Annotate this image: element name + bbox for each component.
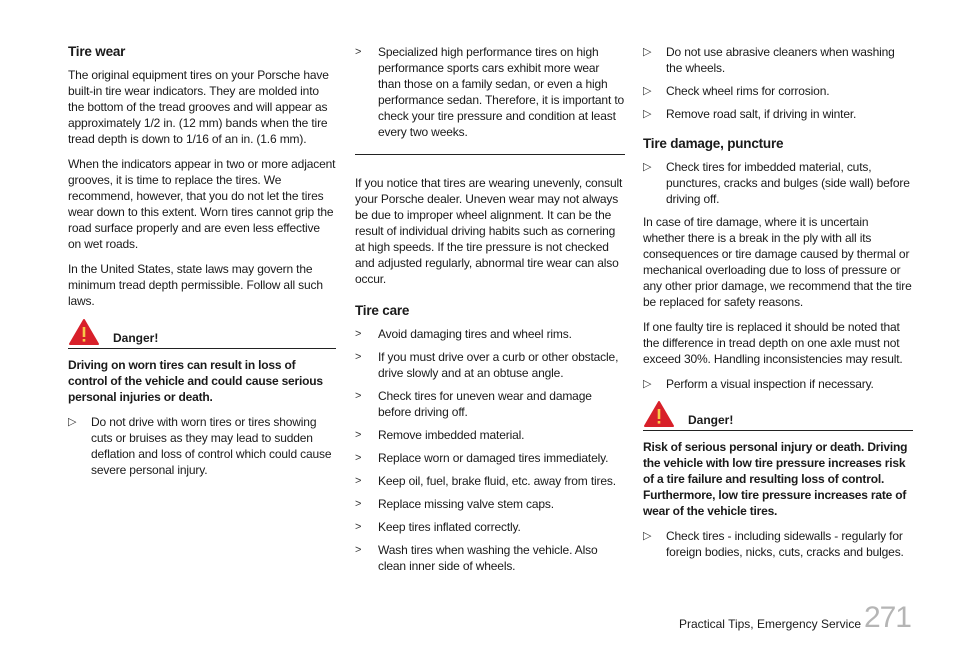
bullet-list <box>355 326 625 574</box>
list-item-text: Keep tires inflated correctly. <box>378 520 521 534</box>
bullet-list <box>643 159 913 207</box>
list-item <box>355 542 625 574</box>
danger-text: Driving on worn tires can result in loss of control of the vehicle and could cause serious personal injuries or death. <box>68 358 323 404</box>
list-item-text: Specialized high performance tires on high performance sports cars exhibit more wear than those on a family sedan, or even a high performance sedan. Therefore, it is important to check your tire pressure and condition at least every two weeks. <box>378 45 625 139</box>
chevron-right-bullet: > <box>355 390 362 402</box>
list-item <box>643 106 913 122</box>
danger-label: Danger! <box>113 331 159 345</box>
paragraph: If you notice that tires are wearing unevenly, consult your Porsche dealer. Uneven wear may not always be due to improper wheel alignment. It can be the result of individual driving habits such as cornering at high speeds. If the tire pressure is not checked and adjusted regularly, abnormal tire wear can also occur. <box>355 176 623 286</box>
list-item <box>355 427 625 443</box>
triangle-right-bullet: ▷ <box>643 46 652 58</box>
bullet-list <box>643 528 913 560</box>
list-item-text: Remove road salt, if driving in winter. <box>666 107 857 121</box>
list-item <box>643 528 913 560</box>
list-item <box>355 349 625 381</box>
list-item-text: Avoid damaging tires and wheel rims. <box>378 327 572 341</box>
list-item-text: Wash tires when washing the vehicle. Also clean inner side of wheels. <box>378 543 598 573</box>
list-item-text: Replace missing valve stem caps. <box>378 497 554 511</box>
list-item-text: If you must drive over a curb or other obstacle, drive slowly and at an obtuse angle. <box>378 350 619 380</box>
column-left <box>68 44 336 485</box>
page-number: 271 <box>863 601 911 634</box>
chevron-right-bullet: > <box>355 351 362 363</box>
triangle-right-bullet: ▷ <box>643 85 652 97</box>
divider <box>355 154 625 155</box>
paragraph: The original equipment tires on your Porsche have built-in tire wear indicators. They are molded into the bottom of the tread grooves and will appear as approximately 1/2 in. (12 mm) bands when the tire tread depth is down to 1/16 of an in. (1.6 mm). <box>68 68 329 146</box>
paragraph: In case of tire damage, where it is uncertain whether there is a break in the ply with all its consequences or tire damage caused by thermal or mechanical overloading due to loss of pressure or any other prior damage, we recommend that the tire be replaced for safety reasons. <box>643 215 912 309</box>
column-right <box>643 44 913 567</box>
column-middle <box>355 44 625 581</box>
list-item <box>355 450 625 466</box>
list-item <box>643 159 913 207</box>
list-item <box>355 326 625 342</box>
chevron-right-bullet: > <box>355 521 362 533</box>
list-item-text: Perform a visual inspection if necessary. <box>666 377 874 391</box>
list-item <box>643 83 913 99</box>
triangle-right-bullet: ▷ <box>68 416 77 428</box>
list-item <box>355 388 625 420</box>
bullet-list <box>643 376 913 392</box>
chevron-right-bullet: > <box>355 328 362 340</box>
danger-label: Danger! <box>688 413 734 427</box>
list-item-text: Check wheel rims for corrosion. <box>666 84 830 98</box>
list-item-text: Do not use abrasive cleaners when washing the wheels. <box>666 45 895 75</box>
paragraph: If one faulty tire is replaced it should be noted that the difference in tread depth on one axle must not exceed 30%. Handling inconsistencies may result. <box>643 320 903 366</box>
warning-triangle-icon <box>643 400 675 428</box>
chevron-right-bullet: > <box>355 475 362 487</box>
paragraph: In the United States, state laws may govern the minimum tread depth permissible. Follow all such laws. <box>68 262 323 308</box>
triangle-right-bullet: ▷ <box>643 530 652 542</box>
list-item-text: Check tires for uneven wear and damage before driving off. <box>378 389 592 419</box>
list-item-text: Do not drive with worn tires or tires showing cuts or bruises as they may lead to sudden deflation and loss of control which could cause severe personal injury. <box>91 415 332 477</box>
list-item-text: Keep oil, fuel, brake fluid, etc. away from tires. <box>378 474 616 488</box>
heading-tire-wear: Tire wear <box>68 44 126 59</box>
warning-triangle-icon <box>68 318 100 346</box>
chevron-right-bullet: > <box>355 498 362 510</box>
list-item <box>355 496 625 512</box>
chevron-right-bullet: > <box>355 544 362 556</box>
bullet-list <box>355 44 625 140</box>
list-item <box>355 44 625 140</box>
list-item <box>355 519 625 535</box>
list-item-text: Remove imbedded material. <box>378 428 525 442</box>
bullet-list <box>643 44 913 122</box>
triangle-right-bullet: ▷ <box>643 108 652 120</box>
heading-tire-damage: Tire damage, puncture <box>643 136 784 151</box>
footer-section-label: Practical Tips, Emergency Service <box>678 617 861 631</box>
list-item-text: Check tires for imbedded material, cuts, punctures, cracks and bulges (side wall) before driving off. <box>666 160 910 206</box>
list-item-text: Replace worn or damaged tires immediately. <box>378 451 609 465</box>
paragraph: When the indicators appear in two or more adjacent grooves, it is time to replace the tires. We recommend, however, that you do not let the tires wear down to this extent. Worn tires cannot grip the road surface properly and are even less effective on wet roads. <box>68 157 336 251</box>
heading-tire-care: Tire care <box>355 303 410 318</box>
chevron-right-bullet: > <box>355 429 362 441</box>
danger-header <box>68 318 336 349</box>
triangle-right-bullet: ▷ <box>643 161 652 173</box>
chevron-right-bullet: > <box>355 452 362 464</box>
danger-text: Risk of serious personal injury or death. Driving the vehicle with low tire pressure increases risk of a tire failure and resulting loss of control. Furthermore, low tire pressure increases rate of wear of the vehicle tires. <box>643 440 908 518</box>
list-item <box>643 376 913 392</box>
bullet-list <box>68 414 336 478</box>
chevron-right-bullet: > <box>355 46 362 58</box>
danger-header <box>643 400 913 431</box>
list-item <box>643 44 913 76</box>
list-item <box>355 473 625 489</box>
list-item <box>68 414 336 478</box>
triangle-right-bullet: ▷ <box>643 378 652 390</box>
list-item-text: Check tires - including sidewalls - regularly for foreign bodies, nicks, cuts, cracks and bulges. <box>666 529 904 559</box>
